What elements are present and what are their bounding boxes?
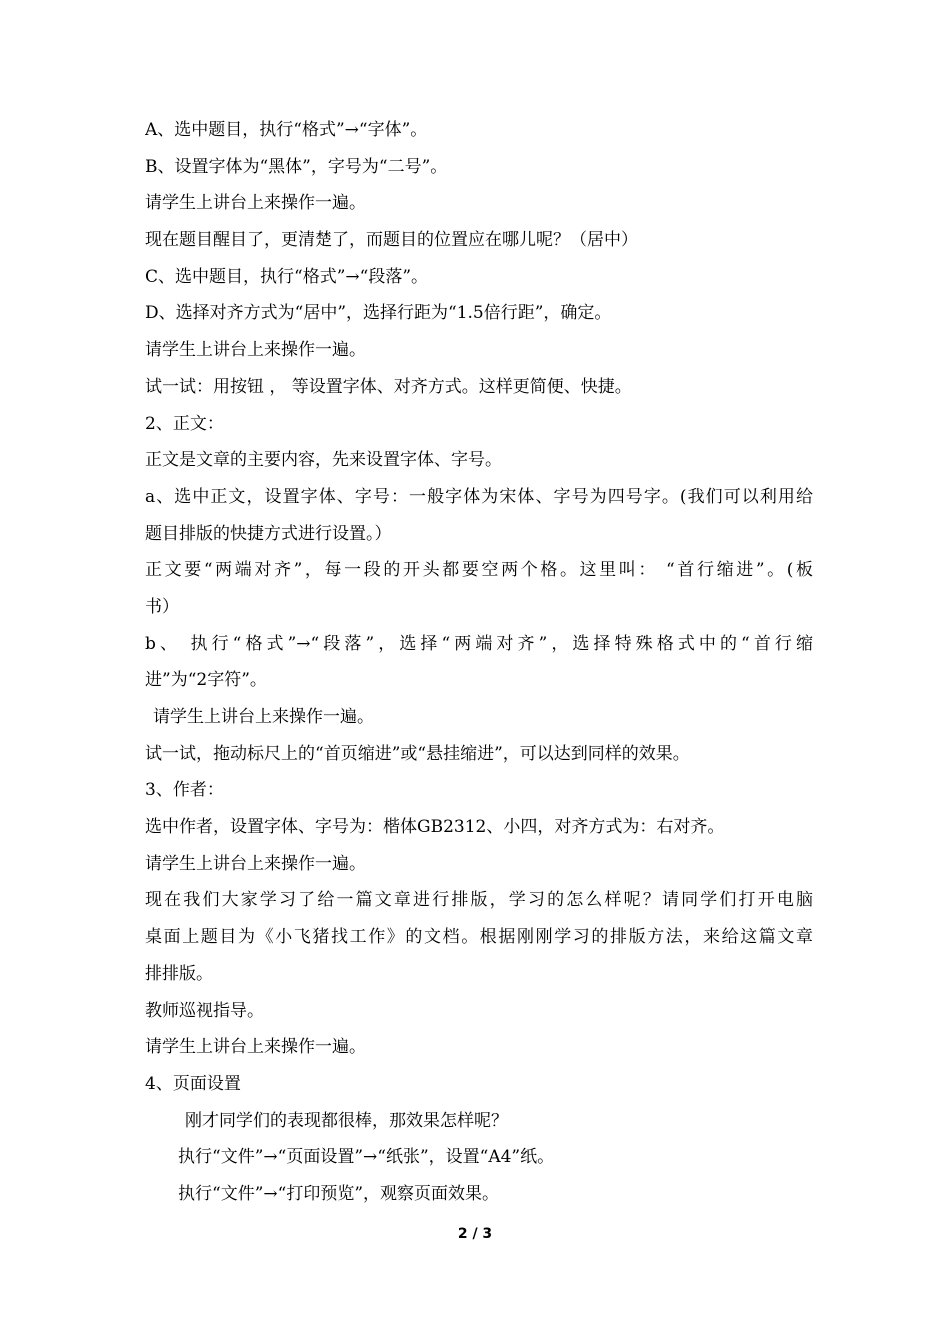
text-line: b、 执行“格式”→“段落”，选择“两端对齐”，选择特殊格式中的“首行缩 <box>145 633 813 654</box>
text-line: 刚才同学们的表现都很棒，那效果怎样呢？ <box>185 1110 508 1131</box>
text-line: C、选中题目，执行“格式”→“段落”。 <box>145 266 429 287</box>
page-number: 2 / 3 <box>457 1226 493 1242</box>
text-line: 请学生上讲台上来操作一遍。 <box>145 193 366 214</box>
section-heading: 4、页面设置 <box>145 1073 241 1094</box>
text-line: 请学生上讲台上来操作一遍。 <box>145 340 366 361</box>
text-line: 桌面上题目为《小飞猪找工作》的文档。根据刚刚学习的排版方法，来给这篇文章 <box>145 927 813 948</box>
section-heading: 3、作者： <box>145 780 224 801</box>
text-line: 书） <box>145 596 179 617</box>
text-line: 执行“文件”→“打印预览”，观察页面效果。 <box>178 1183 500 1204</box>
text-line: 现在我们大家学习了给一篇文章进行排版，学习的怎么样呢？请同学们打开电脑 <box>145 890 813 911</box>
text-line: A、选中题目，执行“格式”→“字体”。 <box>145 120 428 140</box>
text-line: 现在题目醒目了，更清楚了，而题目的位置应在哪儿呢？（居中） <box>145 230 638 251</box>
text-line: 请学生上讲台上来操作一遍。 <box>153 707 374 727</box>
text-line: 教师巡视指导。 <box>145 1000 264 1021</box>
text-line: 选中作者，设置字体、字号为：楷体GB2312、小四，对齐方式为：右对齐。 <box>145 817 725 838</box>
text-line: 执行“文件”→“页面设置”→“纸张”，设置“A4”纸。 <box>178 1147 555 1168</box>
text-line: 进”为“2字符”。 <box>145 670 267 691</box>
text-line: 试一试：用按钮 ， 等设置字体、对齐方式。这样更简便、快捷。 <box>145 376 632 397</box>
text-line: 请学生上讲台上来操作一遍。 <box>145 853 366 874</box>
text-line: 请学生上讲台上来操作一遍。 <box>145 1037 366 1058</box>
text-line: B、设置字体为“黑体”，字号为“二号”。 <box>145 156 448 177</box>
text-line: 试一试，拖动标尺上的“首页缩进”或“悬挂缩进”，可以达到同样的效果。 <box>145 743 690 764</box>
text-line: 正文要“两端对齐”，每一段的开头都要空两个格。这里叫： “首行缩进”。(板 <box>145 560 813 581</box>
text-line: D、选择对齐方式为“居中”，选择行距为“1.5倍行距”，确定。 <box>145 303 612 324</box>
section-heading: 2、正文： <box>145 413 224 434</box>
text-line: 正文是文章的主要内容，先来设置字体、字号。 <box>145 450 502 471</box>
text-line: 排排版。 <box>145 963 213 984</box>
text-line: 题目排版的快捷方式进行设置。） <box>145 523 392 544</box>
text-line: a、选中正文，设置字体、字号：一般字体为宋体、字号为四号字。(我们可以利用给 <box>145 486 813 507</box>
document-body <box>145 112 813 1213</box>
